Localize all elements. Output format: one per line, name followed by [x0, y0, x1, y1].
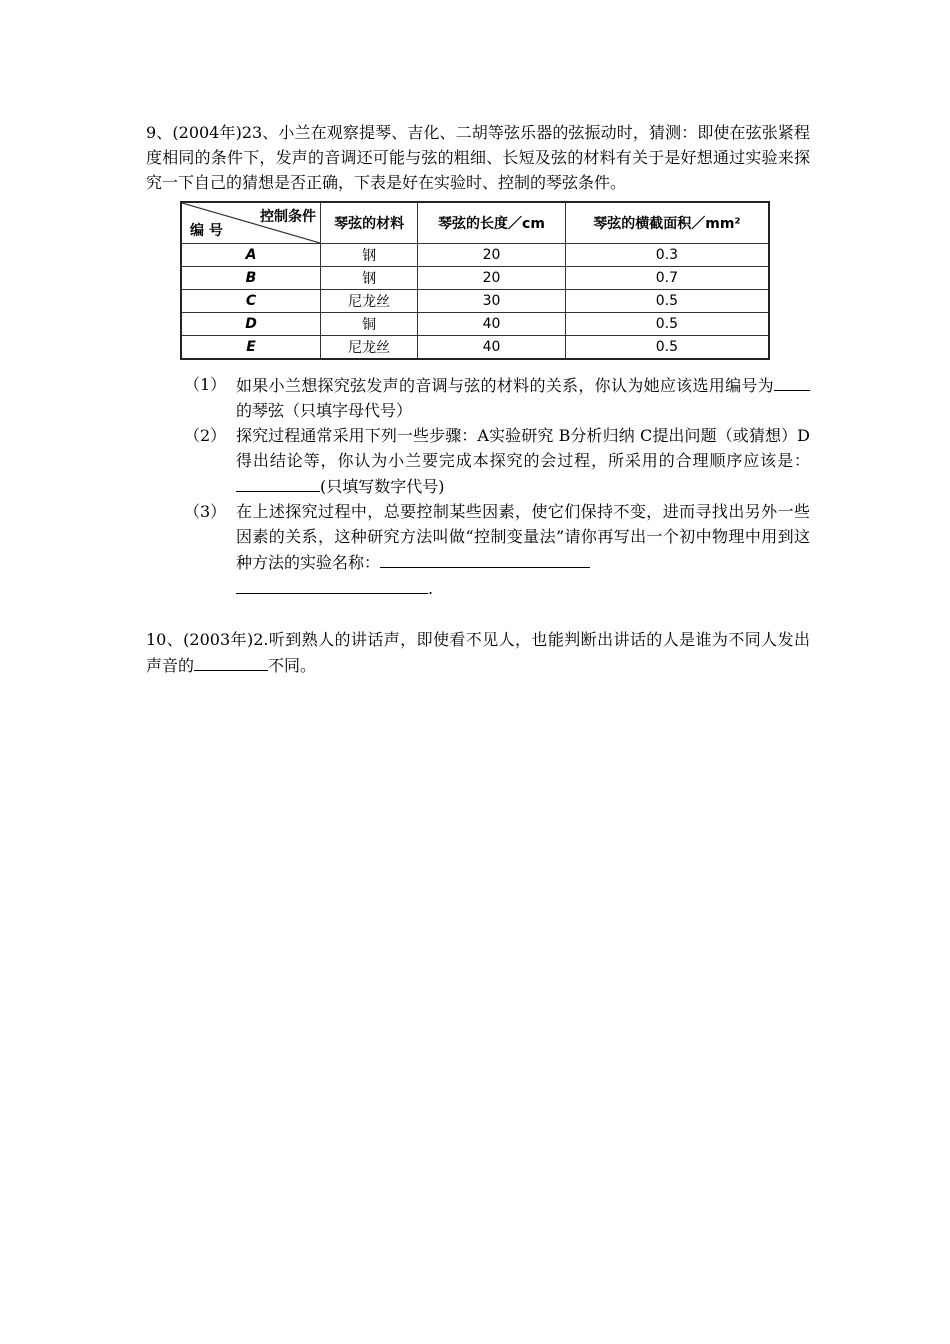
header-length: 琴弦的长度／cm	[418, 202, 566, 244]
question-9-subquestions	[146, 372, 810, 601]
sub-question-1-suffix: 的琴弦（只填字母代号）	[236, 401, 413, 420]
sub-question-2	[146, 423, 810, 499]
row-area: 0.5	[565, 313, 769, 336]
row-length: 30	[418, 290, 566, 313]
answer-blank-3b[interactable]	[236, 575, 428, 594]
sub-question-number: （2）	[184, 426, 227, 445]
row-material: 尼龙丝	[321, 290, 418, 313]
question-10-text: 10、(2003年)2.听到熟人的讲话声，即使看不见人，也能判断出讲话的人是谁为不同人发出声音的	[146, 630, 810, 675]
table-row	[181, 244, 769, 267]
sub-question-3-suffix: .	[428, 579, 434, 598]
header-material: 琴弦的材料	[321, 202, 418, 244]
sub-question-text	[224, 423, 810, 499]
question-10-suffix: 不同。	[268, 656, 317, 675]
row-length: 40	[418, 336, 566, 360]
diagonal-bottom-label: 编 号	[190, 223, 223, 239]
diagonal-top-label: 控制条件	[260, 209, 316, 225]
sub-question-number: （1）	[184, 375, 227, 394]
sub-question-number: （3）	[184, 502, 227, 521]
row-length: 20	[418, 244, 566, 267]
sub-question-1	[146, 372, 810, 423]
answer-blank-3a[interactable]	[380, 549, 590, 568]
row-id: B	[181, 267, 321, 290]
question-10	[146, 627, 810, 678]
sub-question-text	[224, 499, 810, 601]
row-area: 0.5	[565, 290, 769, 313]
table-row	[181, 290, 769, 313]
row-length: 20	[418, 267, 566, 290]
sub-question-3	[146, 499, 810, 601]
row-id: D	[181, 313, 321, 336]
table-row	[181, 267, 769, 290]
string-conditions-table	[180, 201, 770, 360]
row-id: E	[181, 336, 321, 360]
diagonal-header-cell	[181, 202, 321, 244]
row-material: 钢	[321, 244, 418, 267]
sub-question-3-text: 在上述探究过程中，总要控制某些因素，使它们保持不变，进而寻找出另外一些因素的关系，这种研究方法叫做“控制变量法”请你再写出一个初中物理中用到这种方法的实验名称：	[236, 502, 810, 572]
answer-blank-1[interactable]	[774, 372, 810, 391]
row-area: 0.7	[565, 267, 769, 290]
table-row	[181, 336, 769, 360]
row-id: C	[181, 290, 321, 313]
row-material: 尼龙丝	[321, 336, 418, 360]
answer-blank-10[interactable]	[194, 652, 268, 671]
sub-question-2-text: 探究过程通常采用下列一些步骤：A实验研究 B分析归纳 C提出问题（或猜想）D得出结论等，你认为小兰要完成本探究的会过程，所采用的合理顺序应该是：	[236, 426, 810, 470]
row-length: 40	[418, 313, 566, 336]
sub-question-1-text: 如果小兰想探究弦发声的音调与弦的材料的关系，你认为她应该选用编号为	[236, 376, 774, 395]
sub-question-text	[224, 372, 810, 423]
row-material: 钢	[321, 267, 418, 290]
header-area: 琴弦的横截面积／mm²	[565, 202, 769, 244]
string-conditions-table-wrap	[180, 201, 770, 360]
table-header-row	[181, 202, 769, 244]
row-area: 0.5	[565, 336, 769, 360]
row-material: 铜	[321, 313, 418, 336]
sub-question-2-suffix: (只填写数字代号)	[320, 477, 445, 496]
row-area: 0.3	[565, 244, 769, 267]
table-row	[181, 313, 769, 336]
answer-blank-2[interactable]	[236, 473, 320, 492]
spacer	[146, 601, 810, 627]
row-id: A	[181, 244, 321, 267]
document-page	[146, 120, 810, 678]
question-9-intro: 9、(2004年)23、小兰在观察提琴、吉化、二胡等弦乐器的弦振动时，猜测：即使在弦张紧程度相同的条件下，发声的音调还可能与弦的粗细、长短及弦的材料有关于是好想通过实验来探究一下自己的猜想是否正确，下表是好在实验时、控制的琴弦条件。	[146, 123, 810, 192]
